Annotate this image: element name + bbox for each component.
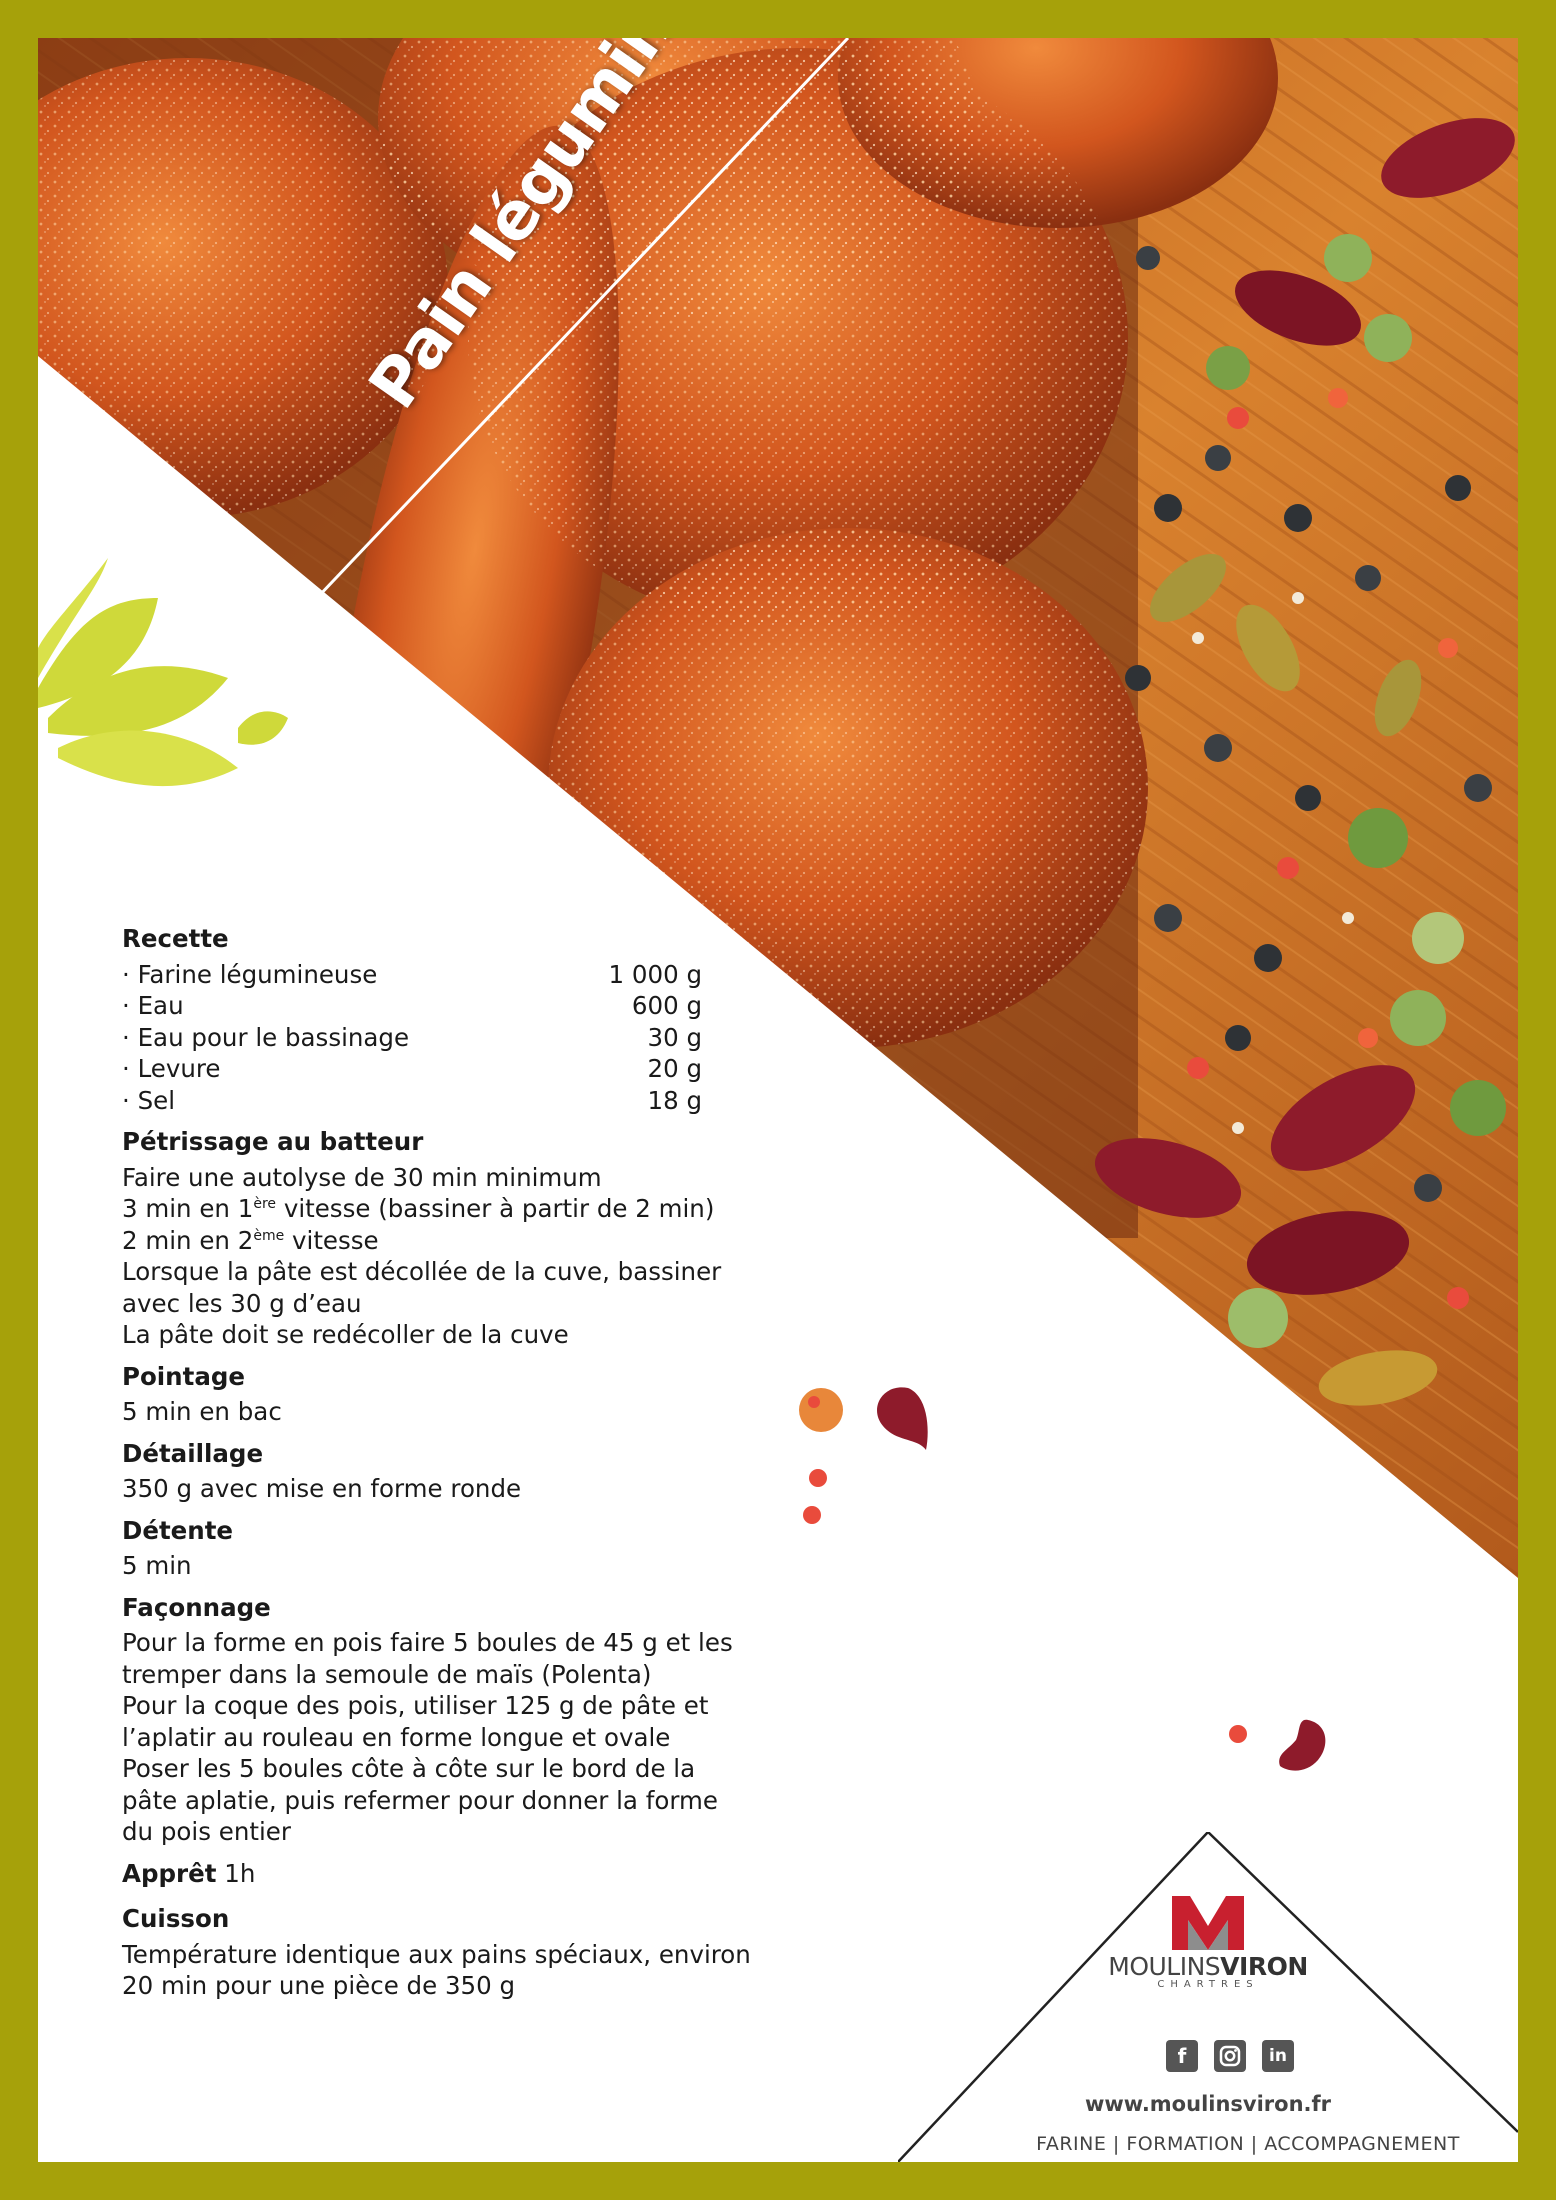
facebook-icon[interactable]: f <box>1166 2040 1198 2072</box>
ingredient-row <box>122 1085 702 1117</box>
pointage-text: 5 min en bac <box>122 1397 282 1426</box>
ingredient-row <box>122 1022 702 1054</box>
ingredient-qty: 20 g <box>647 1054 702 1083</box>
faconnage-line: l’aplatir au rouleau en forme longue et ovale <box>122 1722 671 1752</box>
tagline: FARINE | FORMATION | ACCOMPAGNEMENT <box>1036 2133 1460 2155</box>
petrissage-text: vitesse <box>284 1225 379 1255</box>
detente-title: Détente <box>122 1515 234 1545</box>
petrissage-text: 2 min en 2 <box>122 1225 254 1255</box>
ingredient-row <box>122 990 702 1022</box>
faconnage-line: Poser les 5 boules côte à côte sur le bord de la <box>122 1754 696 1783</box>
brand-logo <box>1098 1896 1318 1990</box>
ingredient-qty: 30 g <box>647 1022 702 1052</box>
recipe-sheet <box>38 38 1518 2162</box>
detaillage-text: 350 g avec mise en forme ronde <box>122 1474 522 1503</box>
ingredient-name: · Levure <box>122 1053 647 1085</box>
cuisson-title: Cuisson <box>122 1904 230 1933</box>
ingredient-name: · Sel <box>122 1085 647 1117</box>
detente-text: 5 min <box>122 1551 192 1580</box>
cuisson-line: Température identique aux pains spéciaux, environ <box>122 1939 751 1969</box>
faconnage-line: du pois entier <box>122 1817 291 1846</box>
ingredient-row <box>122 959 702 991</box>
recipe-heading: Recette <box>122 924 229 953</box>
social-links <box>1166 2040 1294 2072</box>
bean-decoration <box>1218 1710 1338 1800</box>
appret-text: 1h <box>224 1858 256 1888</box>
ingredient-name: · Eau <box>122 990 632 1022</box>
ingredient-name: · Eau pour le bassinage <box>122 1022 647 1054</box>
petrissage-line: Faire une autolyse de 30 min minimum <box>122 1162 602 1192</box>
instagram-icon[interactable] <box>1214 2040 1246 2072</box>
brand-light: MOULINS <box>1108 1952 1221 1981</box>
logo-mark-icon <box>1172 1896 1244 1950</box>
brand-name <box>1098 1952 1318 1981</box>
faconnage-line: pâte aplatie, puis refermer pour donner la forme <box>122 1785 718 1815</box>
petrissage-line: La pâte doit se redécoller de la cuve <box>122 1320 569 1349</box>
recipe-column <box>122 923 802 2002</box>
ingredient-qty: 18 g <box>647 1085 702 1115</box>
ingredient-qty: 1 000 g <box>608 959 702 989</box>
ingredient-row <box>122 1053 702 1085</box>
faconnage-line: Pour la forme en pois faire 5 boules de 45 g et les <box>122 1628 733 1657</box>
linkedin-icon[interactable]: in <box>1262 2040 1294 2072</box>
appret-line <box>122 1858 802 1890</box>
legume-decoration <box>788 1368 968 1588</box>
ordinal-sup: ère <box>253 1195 277 1212</box>
brand-subtitle: CHARTRES <box>1157 1979 1259 1990</box>
cuisson-line: 20 min pour une pièce de 350 g <box>122 1971 516 2000</box>
website-link[interactable]: www.moulinsviron.fr <box>1084 2092 1332 2116</box>
petrissage-line: Lorsque la pâte est décollée de la cuve, bassiner <box>122 1257 722 1286</box>
faconnage-line: tremper dans la semoule de maïs (Polenta) <box>122 1659 652 1689</box>
brand-bold: VIRON <box>1220 1952 1308 1981</box>
page-title: Pain <box>354 249 507 423</box>
petrissage-line: avec les 30 g d’eau <box>122 1288 362 1318</box>
appret-title: Apprêt <box>122 1858 217 1888</box>
pointage-title: Pointage <box>122 1361 246 1391</box>
ingredient-name: · Farine légumineuse <box>122 959 609 991</box>
faconnage-line: Pour la coque des pois, utiliser 125 g de pâte et <box>122 1691 709 1720</box>
leaf-icon <box>38 558 288 808</box>
petrissage-line <box>122 1225 802 1257</box>
petrissage-text: 3 min en 1 <box>122 1194 254 1223</box>
petrissage-line <box>122 1193 802 1225</box>
ingredient-qty: 600 g <box>631 991 702 1020</box>
petrissage-title: Pétrissage au batteur <box>122 1127 424 1156</box>
faconnage-title: Façonnage <box>122 1592 271 1622</box>
detaillage-title: Détaillage <box>122 1438 264 1468</box>
ordinal-sup: ème <box>253 1227 285 1244</box>
petrissage-text: vitesse (bassiner à partir de 2 min) <box>276 1194 715 1223</box>
